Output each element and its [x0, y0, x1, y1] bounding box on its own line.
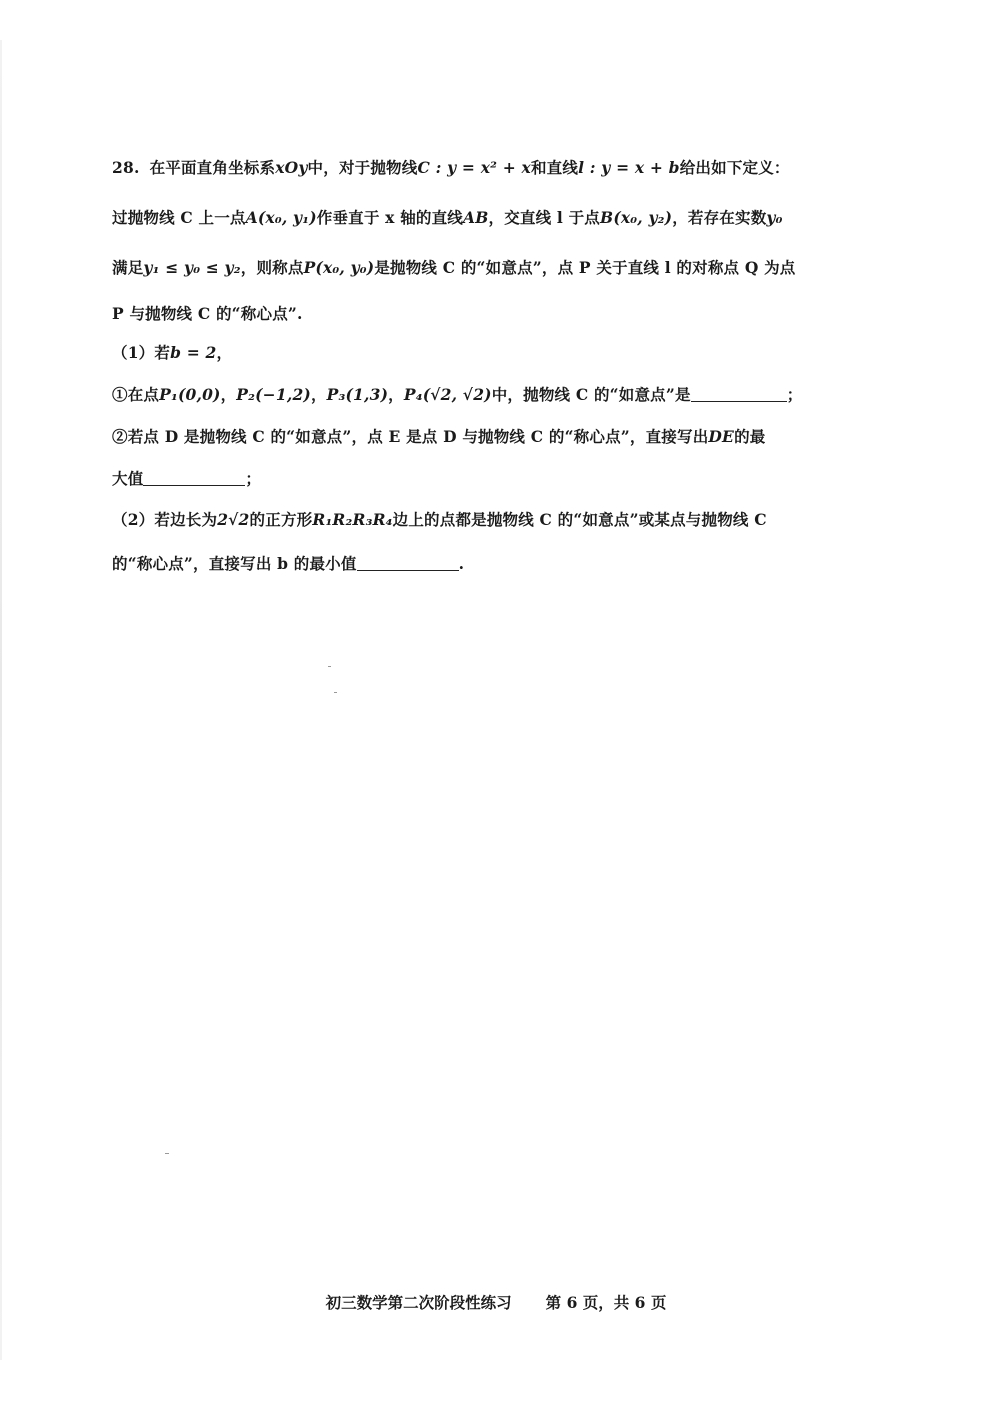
- sub-2-text-c: 大值: [112, 469, 144, 488]
- parabola-equation: C : y = x² + x: [417, 158, 531, 177]
- point-a: A(x₀, y₁): [245, 208, 317, 227]
- part-2-text-b: 的正方形: [249, 510, 313, 529]
- segment-de: DE: [708, 427, 735, 446]
- sub-1-text-b: 中，抛物线 C 的“如意点”是: [491, 385, 691, 404]
- answer-blank-3[interactable]: [357, 556, 459, 571]
- question-number: 28.: [112, 158, 140, 177]
- definition-text-b: 作垂直于 x 轴的直线: [316, 208, 463, 227]
- question-line-3: [112, 256, 857, 278]
- definition-text-d: ，若存在实数: [672, 208, 767, 227]
- part-2-text-a: （2）若边长为: [112, 510, 218, 529]
- question-line-4: [112, 302, 857, 324]
- intro-text-d: 给出如下定义：: [679, 158, 790, 177]
- point-b: B(x₀, y₂): [600, 208, 673, 227]
- scan-speck: [334, 692, 337, 693]
- line-equation: l : y = x + b: [578, 158, 680, 177]
- point-p1: P₁(0,0): [159, 385, 221, 404]
- part-2-end: .: [458, 554, 465, 573]
- scan-speck: [328, 666, 331, 667]
- separator: ，: [220, 385, 237, 404]
- point-p: P(x₀, y₀): [303, 258, 375, 277]
- sub-2-end: ；: [245, 469, 262, 488]
- separator: ，: [310, 385, 327, 404]
- sub-question-2: [112, 425, 857, 447]
- part-2: [112, 508, 857, 530]
- point-p3: P₃(1,3): [326, 385, 389, 404]
- part-2-text-d: 的“称心点”，直接写出 b 的最小值: [112, 554, 357, 573]
- footer-page-number: 第 6 页，共 6 页: [545, 1293, 667, 1312]
- side-length: 2√2: [217, 510, 250, 529]
- scan-edge: [0, 40, 2, 1360]
- intro-text-a: 在平面直角坐标系: [149, 158, 276, 177]
- definition-text-g: 是抛物线 C 的“如意点”，点 P 关于直线 l 的对称点 Q 为点: [374, 258, 796, 277]
- sub-question-1: [112, 383, 857, 405]
- sub-2-text-a: ②若点 D 是抛物线 C 的“如意点”，点 E 是点 D 与抛物线 C 的“称心点”，直接写出: [112, 427, 709, 446]
- answer-blank-1[interactable]: [691, 387, 787, 402]
- part-1-condition: b = 2: [170, 343, 217, 362]
- part-2-cont: [112, 552, 857, 574]
- definition-text-e: 满足: [112, 258, 144, 277]
- sub-1-end: ；: [786, 385, 803, 404]
- point-p2: P₂(−1,2): [236, 385, 311, 404]
- intro-text-c: 和直线: [530, 158, 579, 177]
- part-2-text-c: 边上的点都是抛物线 C 的“如意点”或某点与抛物线 C: [392, 510, 767, 529]
- footer-title: 初三数学第二次阶段性练习: [325, 1293, 512, 1312]
- intro-text-b: 中，对于抛物线: [307, 158, 418, 177]
- page-footer: [0, 1291, 992, 1313]
- part-1-header: [112, 341, 857, 363]
- part-1-end: ，: [216, 343, 233, 362]
- scan-speck: [165, 1153, 169, 1154]
- definition-text-h: P 与抛物线 C 的“称心点”.: [112, 304, 303, 323]
- answer-blank-2[interactable]: [143, 471, 245, 486]
- variable-y0: y₀: [766, 208, 783, 227]
- point-p4: P₄(√2, √2): [403, 385, 492, 404]
- question-line-2: [112, 206, 857, 228]
- definition-text-c: ，交直线 l 于点: [488, 208, 601, 227]
- sub-1-text-a: ①在点: [112, 385, 160, 404]
- part-1-label: （1）若: [112, 343, 171, 362]
- question-line-1: [112, 156, 857, 178]
- definition-text-a: 过抛物线 C 上一点: [112, 208, 246, 227]
- definition-text-f: ，则称点: [240, 258, 304, 277]
- square-name: R₁R₂R₃R₄: [312, 510, 393, 529]
- separator: ，: [388, 385, 404, 404]
- line-ab: AB: [463, 208, 489, 227]
- inequality: y₁ ≤ y₀ ≤ y₂: [143, 258, 241, 277]
- coord-system: xOy: [275, 158, 308, 177]
- sub-question-2-cont: [112, 467, 857, 489]
- sub-2-text-b: 的最: [734, 427, 766, 446]
